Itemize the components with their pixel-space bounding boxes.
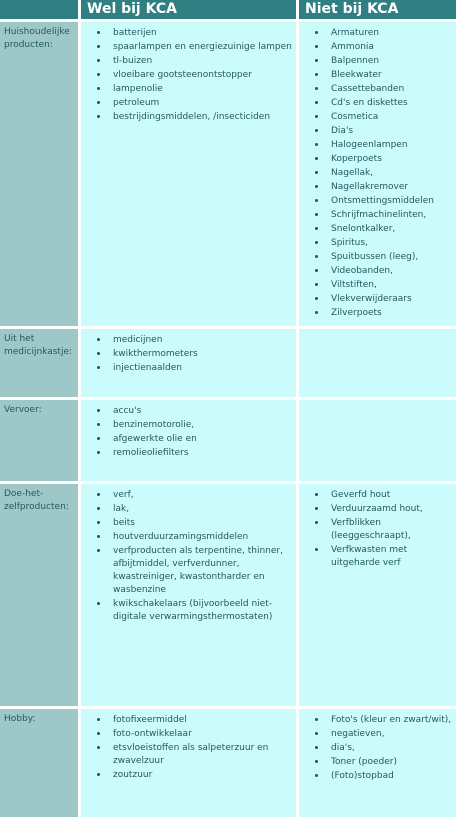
list-item: • Koperpoets xyxy=(327,152,454,166)
niet-cell xyxy=(299,484,456,706)
wel-cell xyxy=(81,400,296,481)
category-cell: Huishoudelijke producten: xyxy=(0,22,78,326)
list-item: • Viltstiften, xyxy=(327,278,454,292)
list-item: • fotofixeermiddel xyxy=(109,713,294,727)
list-item: • petroleum xyxy=(109,96,294,110)
niet-list xyxy=(303,713,454,783)
table-row xyxy=(0,484,456,706)
list-item: • Geverfd hout xyxy=(327,488,454,502)
list-item: • Videobanden, xyxy=(327,264,454,278)
table-row xyxy=(0,329,456,397)
list-item: • Foto's (kleur en zwart/wit), xyxy=(327,713,454,727)
list-item: • houtverduurzamingsmiddelen xyxy=(109,530,294,544)
list-item: • Armaturen xyxy=(327,26,454,40)
list-item: • (Foto)stopbad xyxy=(327,769,454,783)
list-item: • Verfblikken (leeggeschraapt), xyxy=(327,516,454,543)
list-item: • beits xyxy=(109,516,294,530)
list-item: • zoutzuur xyxy=(109,768,294,782)
list-item: • Nagellakremover xyxy=(327,180,454,194)
niet-list xyxy=(303,488,454,570)
list-item: • kwikschakelaars (bijvoorbeeld niet-digitale verwarmingsthermostaten) xyxy=(109,597,294,624)
list-item: • Toner (poeder) xyxy=(327,755,454,769)
list-item: • Snelontkalker, xyxy=(327,222,454,236)
list-item: • batterijen xyxy=(109,26,294,40)
list-item: • lak, xyxy=(109,502,294,516)
list-item: • etsvloeistoffen als salpeterzuur en zwavelzuur xyxy=(109,741,294,768)
list-item: • Spiritus, xyxy=(327,236,454,250)
list-item: • negatieven, xyxy=(327,727,454,741)
niet-cell xyxy=(299,329,456,397)
list-item: • benzinemotorolie, xyxy=(109,418,294,432)
wel-cell xyxy=(81,484,296,706)
table-row xyxy=(0,709,456,817)
list-item: • Ontsmettingsmiddelen xyxy=(327,194,454,208)
list-item: • Dia's xyxy=(327,124,454,138)
list-item: • Nagellak, xyxy=(327,166,454,180)
list-item: • verf, xyxy=(109,488,294,502)
table-row xyxy=(0,400,456,481)
header-niet-bij-kca: Niet bij KCA xyxy=(299,0,456,19)
wel-cell xyxy=(81,22,296,326)
list-item: • Vlekverwijderaars xyxy=(327,292,454,306)
list-item: • Balpennen xyxy=(327,54,454,68)
list-item: • Cassettebanden xyxy=(327,82,454,96)
wel-list xyxy=(85,488,294,624)
list-item: • spaarlampen en energiezuinige lampen xyxy=(109,40,294,54)
wel-cell xyxy=(81,329,296,397)
list-item: • bestrijdingsmiddelen, /insecticiden xyxy=(109,110,294,124)
wel-list xyxy=(85,713,294,782)
list-item: • accu's xyxy=(109,404,294,418)
list-item: • Ammonia xyxy=(327,40,454,54)
list-item: • kwikthermometers xyxy=(109,347,294,361)
list-item: • injectienaalden xyxy=(109,361,294,375)
list-item: • tl-buizen xyxy=(109,54,294,68)
category-cell: Vervoer: xyxy=(0,400,78,481)
list-item: • verfproducten als terpentine, thinner, afbijtmiddel, verfverdunner, kwastreiniger, kwastontharder en wasbenzine xyxy=(109,544,294,597)
wel-list xyxy=(85,404,294,460)
category-cell: Hobby: xyxy=(0,709,78,817)
list-item: • Verduurzaamd hout, xyxy=(327,502,454,516)
niet-cell xyxy=(299,709,456,817)
list-item: • dia's, xyxy=(327,741,454,755)
list-item: • medicijnen xyxy=(109,333,294,347)
wel-cell xyxy=(81,709,296,817)
wel-list xyxy=(85,333,294,375)
list-item: • lampenolie xyxy=(109,82,294,96)
table-row xyxy=(0,22,456,326)
header-row xyxy=(0,0,456,19)
list-item: • vloeibare gootsteenontstopper xyxy=(109,68,294,82)
list-item: • afgewerkte olie en xyxy=(109,432,294,446)
list-item: • foto-ontwikkelaar xyxy=(109,727,294,741)
niet-list xyxy=(303,26,454,320)
list-item: • Bleekwater xyxy=(327,68,454,82)
list-item: • Spuitbussen (leeg), xyxy=(327,250,454,264)
list-item: • Cosmetica xyxy=(327,110,454,124)
header-wel-bij-kca: Wel bij KCA xyxy=(81,0,296,19)
list-item: • remolieoliefilters xyxy=(109,446,294,460)
niet-cell xyxy=(299,400,456,481)
list-item: • Halogeenlampen xyxy=(327,138,454,152)
header-category xyxy=(0,0,78,19)
list-item: • Cd's en diskettes xyxy=(327,96,454,110)
category-cell: Uit het medicijnkastje: xyxy=(0,329,78,397)
niet-cell xyxy=(299,22,456,326)
category-cell: Doe-het-zelfproducten: xyxy=(0,484,78,706)
list-item: • Schrijfmachinelinten, xyxy=(327,208,454,222)
wel-list xyxy=(85,26,294,124)
list-item: • Verfkwasten met uitgeharde verf xyxy=(327,543,454,570)
list-item: • Zilverpoets xyxy=(327,306,454,320)
